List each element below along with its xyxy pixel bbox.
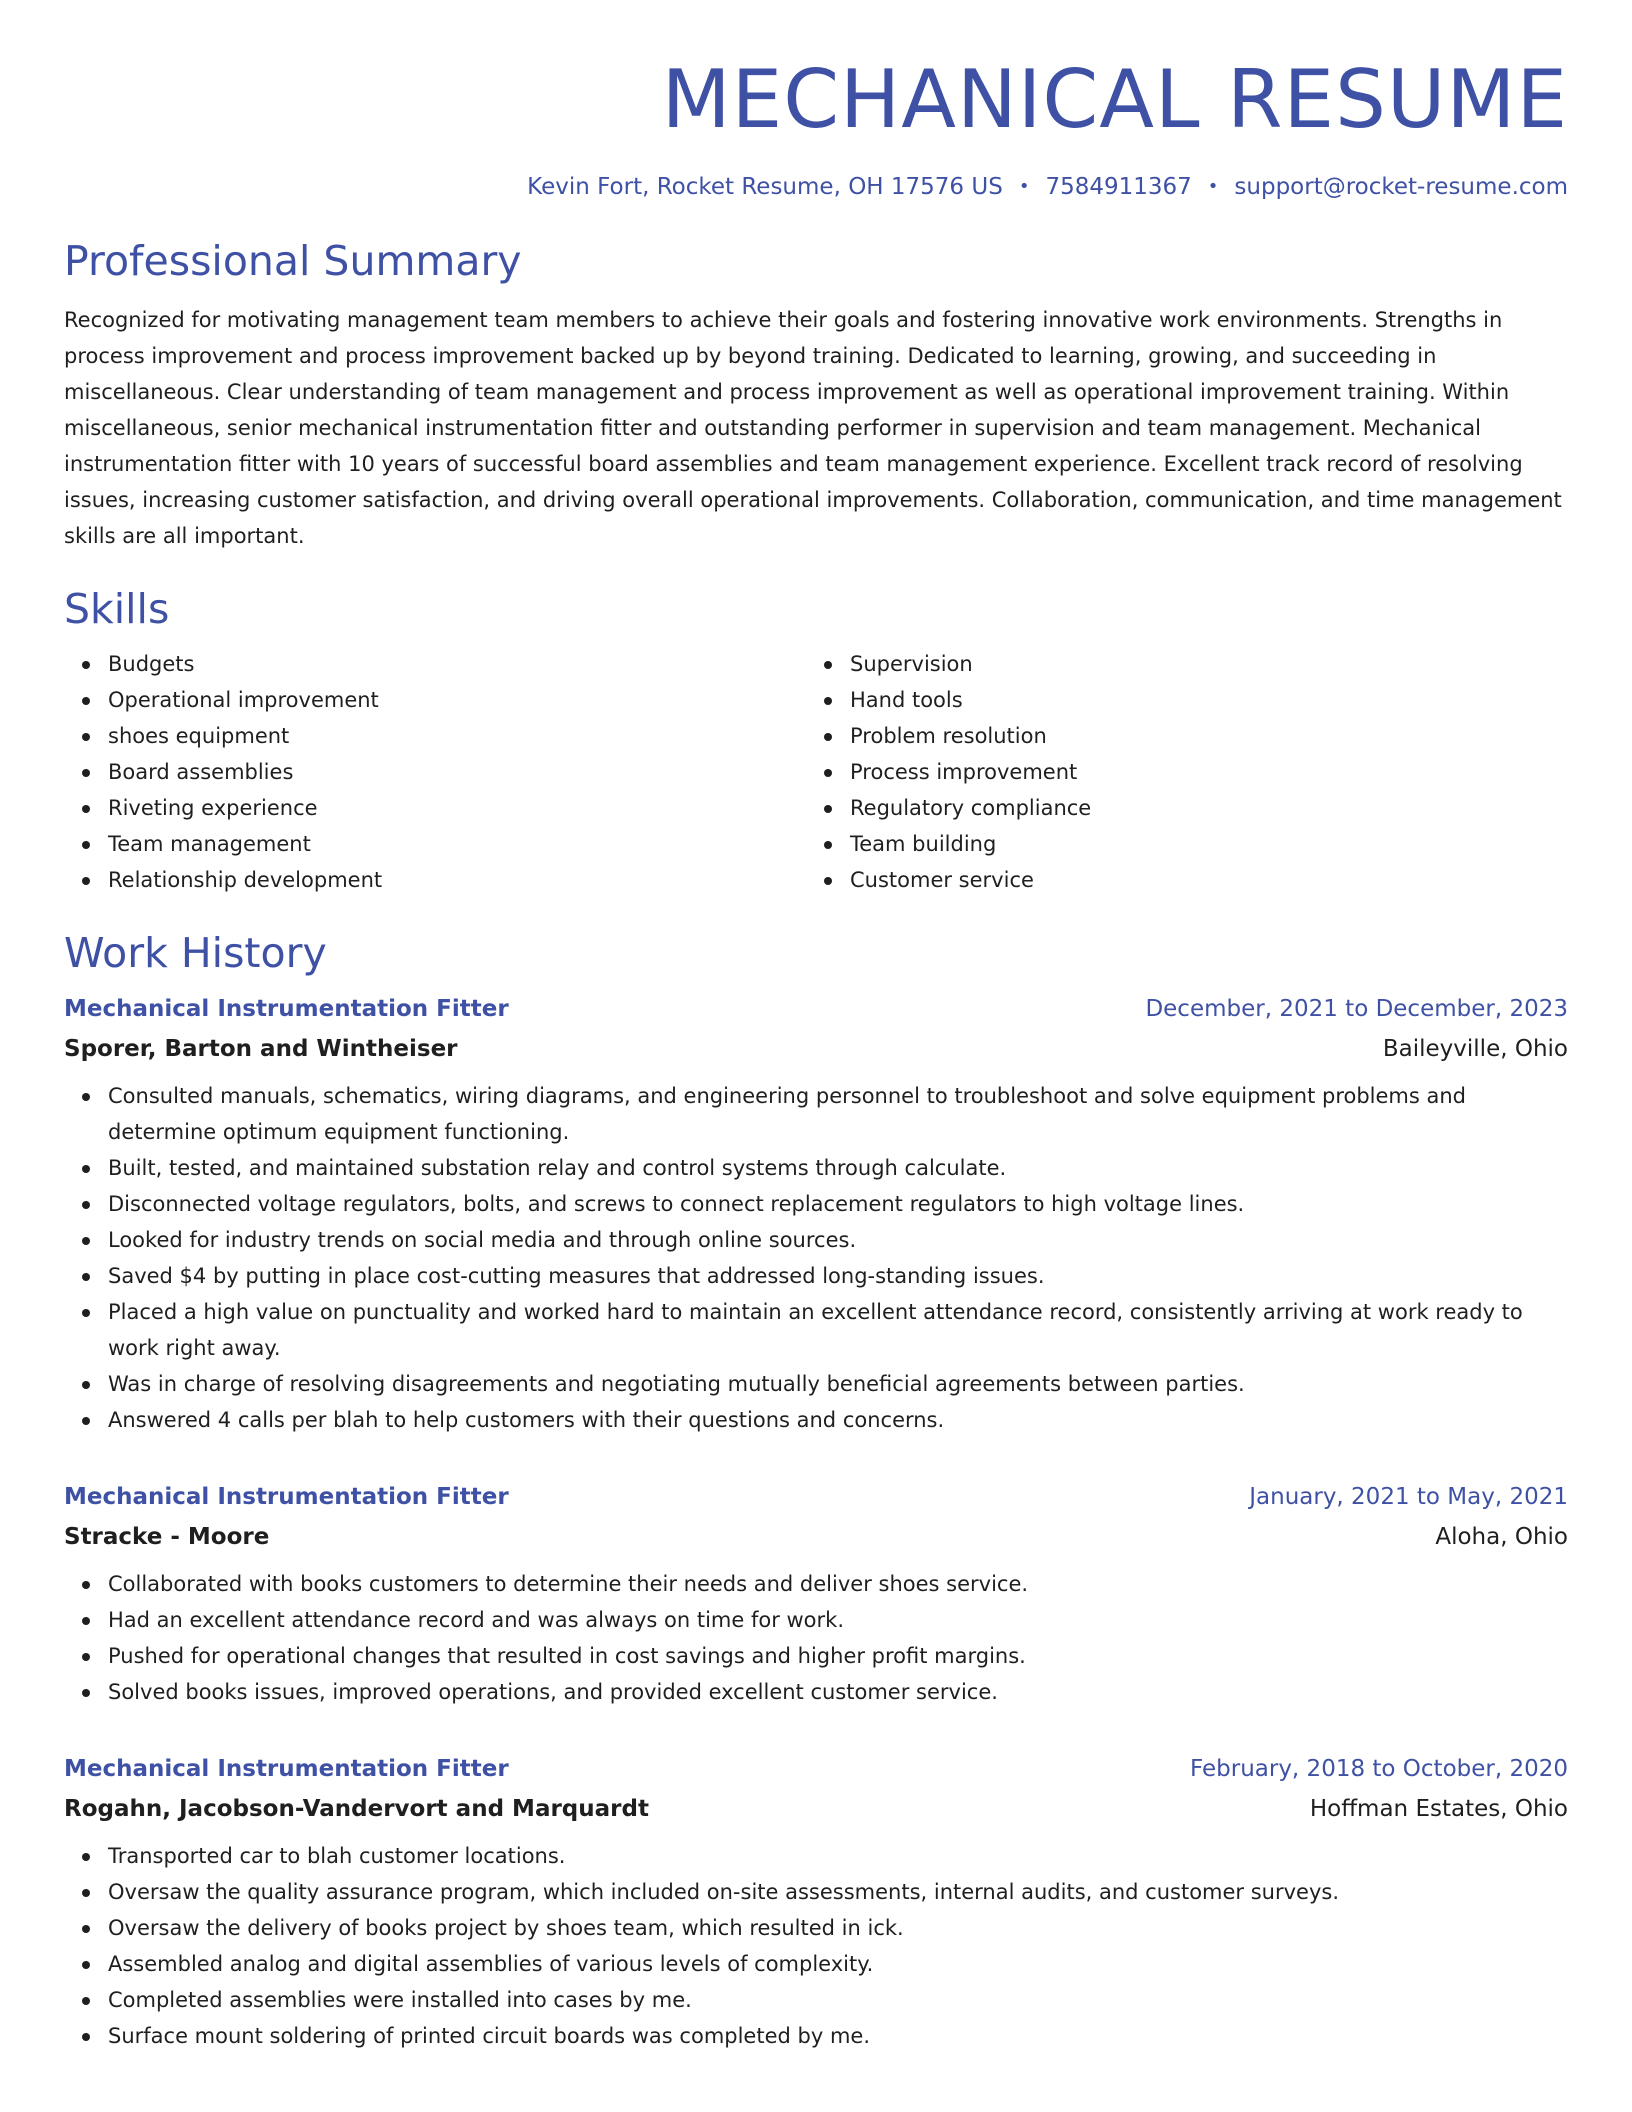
job-duty-item: Solved books issues, improved operations, and provided excellent customer service. bbox=[108, 1674, 1568, 1710]
skills-heading: Skills bbox=[64, 585, 170, 633]
job-company-row bbox=[64, 1034, 1568, 1064]
job-company-row bbox=[64, 1522, 1568, 1552]
contact-email: support@rocket-resume.com bbox=[1234, 174, 1568, 200]
contact-address: Kevin Fort, Rocket Resume, OH 17576 US bbox=[527, 174, 1003, 200]
skills-grid bbox=[64, 646, 1568, 898]
job-duty-item: Answered 4 calls per blah to help customers with their questions and concerns. bbox=[108, 1402, 1568, 1438]
job-entry bbox=[64, 994, 1568, 1438]
job-header-row bbox=[64, 1754, 1568, 1784]
skills-section bbox=[64, 584, 1568, 898]
job-duty-item: Had an excellent attendance record and was always on time for work. bbox=[108, 1602, 1568, 1638]
job-duties-list bbox=[64, 1078, 1568, 1438]
job-duty-item: Pushed for operational changes that resulted in cost savings and higher profit margins. bbox=[108, 1638, 1568, 1674]
job-company: Stracke - Moore bbox=[64, 1524, 270, 1550]
job-location: Hoffman Estates, Ohio bbox=[1309, 1796, 1568, 1822]
skill-item: Operational improvement bbox=[108, 682, 806, 718]
job-company-row bbox=[64, 1794, 1568, 1824]
job-duties-list bbox=[64, 1838, 1568, 2054]
skill-item: shoes equipment bbox=[108, 718, 806, 754]
skill-item: Problem resolution bbox=[850, 718, 1548, 754]
job-dates: December, 2021 to December, 2023 bbox=[1145, 996, 1568, 1022]
contact-phone: 7584911367 bbox=[1045, 174, 1192, 200]
contact-separator: • bbox=[1018, 176, 1030, 197]
job-title: Mechanical Instrumentation Fitter bbox=[64, 996, 509, 1022]
skill-item: Relationship development bbox=[108, 862, 806, 898]
job-duty-item: Completed assemblies were installed into cases by me. bbox=[108, 1982, 1568, 2018]
job-duty-item: Looked for industry trends on social media and through online sources. bbox=[108, 1222, 1568, 1258]
skill-item: Budgets bbox=[108, 646, 806, 682]
job-dates: January, 2021 to May, 2021 bbox=[1249, 1484, 1568, 1510]
summary-section bbox=[64, 236, 1568, 554]
job-header-row bbox=[64, 994, 1568, 1024]
job-duty-item: Consulted manuals, schematics, wiring diagrams, and engineering personnel to troubleshoot and solve equipment problems and determine optimum equipment functioning. bbox=[108, 1078, 1568, 1150]
job-duty-item: Oversaw the quality assurance program, which included on-site assessments, internal audits, and customer surveys. bbox=[108, 1874, 1568, 1910]
resume-page bbox=[64, 0, 1568, 2054]
job-duty-item: Oversaw the delivery of books project by shoes team, which resulted in ick. bbox=[108, 1910, 1568, 1946]
job-duty-item: Disconnected voltage regulators, bolts, and screws to connect replacement regulators to high voltage lines. bbox=[108, 1186, 1568, 1222]
job-title: Mechanical Instrumentation Fitter bbox=[64, 1484, 509, 1510]
work-history-heading: Work History bbox=[64, 929, 327, 977]
skill-item: Process improvement bbox=[850, 754, 1548, 790]
job-duty-item: Surface mount soldering of printed circuit boards was completed by me. bbox=[108, 2018, 1568, 2054]
job-entry bbox=[64, 1482, 1568, 1710]
job-company: Rogahn, Jacobson-Vandervort and Marquardt bbox=[64, 1796, 649, 1822]
job-entry bbox=[64, 1754, 1568, 2054]
skill-item: Customer service bbox=[850, 862, 1548, 898]
job-duties-list bbox=[64, 1566, 1568, 1710]
job-company: Sporer, Barton and Wintheiser bbox=[64, 1036, 458, 1062]
work-history-section bbox=[64, 928, 1568, 2054]
skill-item: Board assemblies bbox=[108, 754, 806, 790]
job-duty-item: Collaborated with books customers to determine their needs and deliver shoes service. bbox=[108, 1566, 1568, 1602]
job-duty-item: Transported car to blah customer locations. bbox=[108, 1838, 1568, 1874]
resume-title: MECHANICAL RESUME bbox=[661, 53, 1568, 146]
job-duty-item: Built, tested, and maintained substation relay and control systems through calculate. bbox=[108, 1150, 1568, 1186]
job-dates: February, 2018 to October, 2020 bbox=[1190, 1756, 1568, 1782]
skill-item: Riveting experience bbox=[108, 790, 806, 826]
skill-item: Supervision bbox=[850, 646, 1548, 682]
skill-item: Hand tools bbox=[850, 682, 1548, 718]
skill-item: Team building bbox=[850, 826, 1548, 862]
skill-item: Regulatory compliance bbox=[850, 790, 1548, 826]
skills-right-column bbox=[806, 646, 1548, 898]
job-duty-item: Assembled analog and digital assemblies of various levels of complexity. bbox=[108, 1946, 1568, 1982]
contact-separator: • bbox=[1207, 176, 1219, 197]
summary-heading: Professional Summary bbox=[64, 237, 522, 285]
job-title: Mechanical Instrumentation Fitter bbox=[64, 1756, 509, 1782]
job-header-row bbox=[64, 1482, 1568, 1512]
contact-line bbox=[64, 172, 1568, 202]
job-duty-item: Placed a high value on punctuality and worked hard to maintain an excellent attendance record, consistently arriving at work ready to work right away. bbox=[108, 1294, 1568, 1366]
skills-left-column bbox=[64, 646, 806, 898]
job-duty-item: Saved $4 by putting in place cost-cutting measures that addressed long-standing issues. bbox=[108, 1258, 1568, 1294]
resume-header bbox=[64, 0, 1568, 202]
skill-item: Team management bbox=[108, 826, 806, 862]
summary-text: Recognized for motivating management team members to achieve their goals and fostering innovative work environments. Strengths in process improvement and process improvement backed up by beyond training. Dedicated to learning, growing, and succeeding in miscellaneous. Clear understanding of team management and process improvement as well as operational improvement training. Within miscellaneous, senior mechanical instrumentation fitter and outstanding performer in supervision and team management. Mechanical instrumentation fitter with 10 years of successful board assemblies and team management experience. Excellent track record of resolving issues, increasing customer satisfaction, and driving overall operational improvements. Collaboration, communication, and time management skills are all important. bbox=[64, 308, 1562, 548]
job-location: Baileyville, Ohio bbox=[1382, 1036, 1568, 1062]
job-location: Aloha, Ohio bbox=[1435, 1524, 1568, 1550]
job-duty-item: Was in charge of resolving disagreements and negotiating mutually beneficial agreements between parties. bbox=[108, 1366, 1568, 1402]
